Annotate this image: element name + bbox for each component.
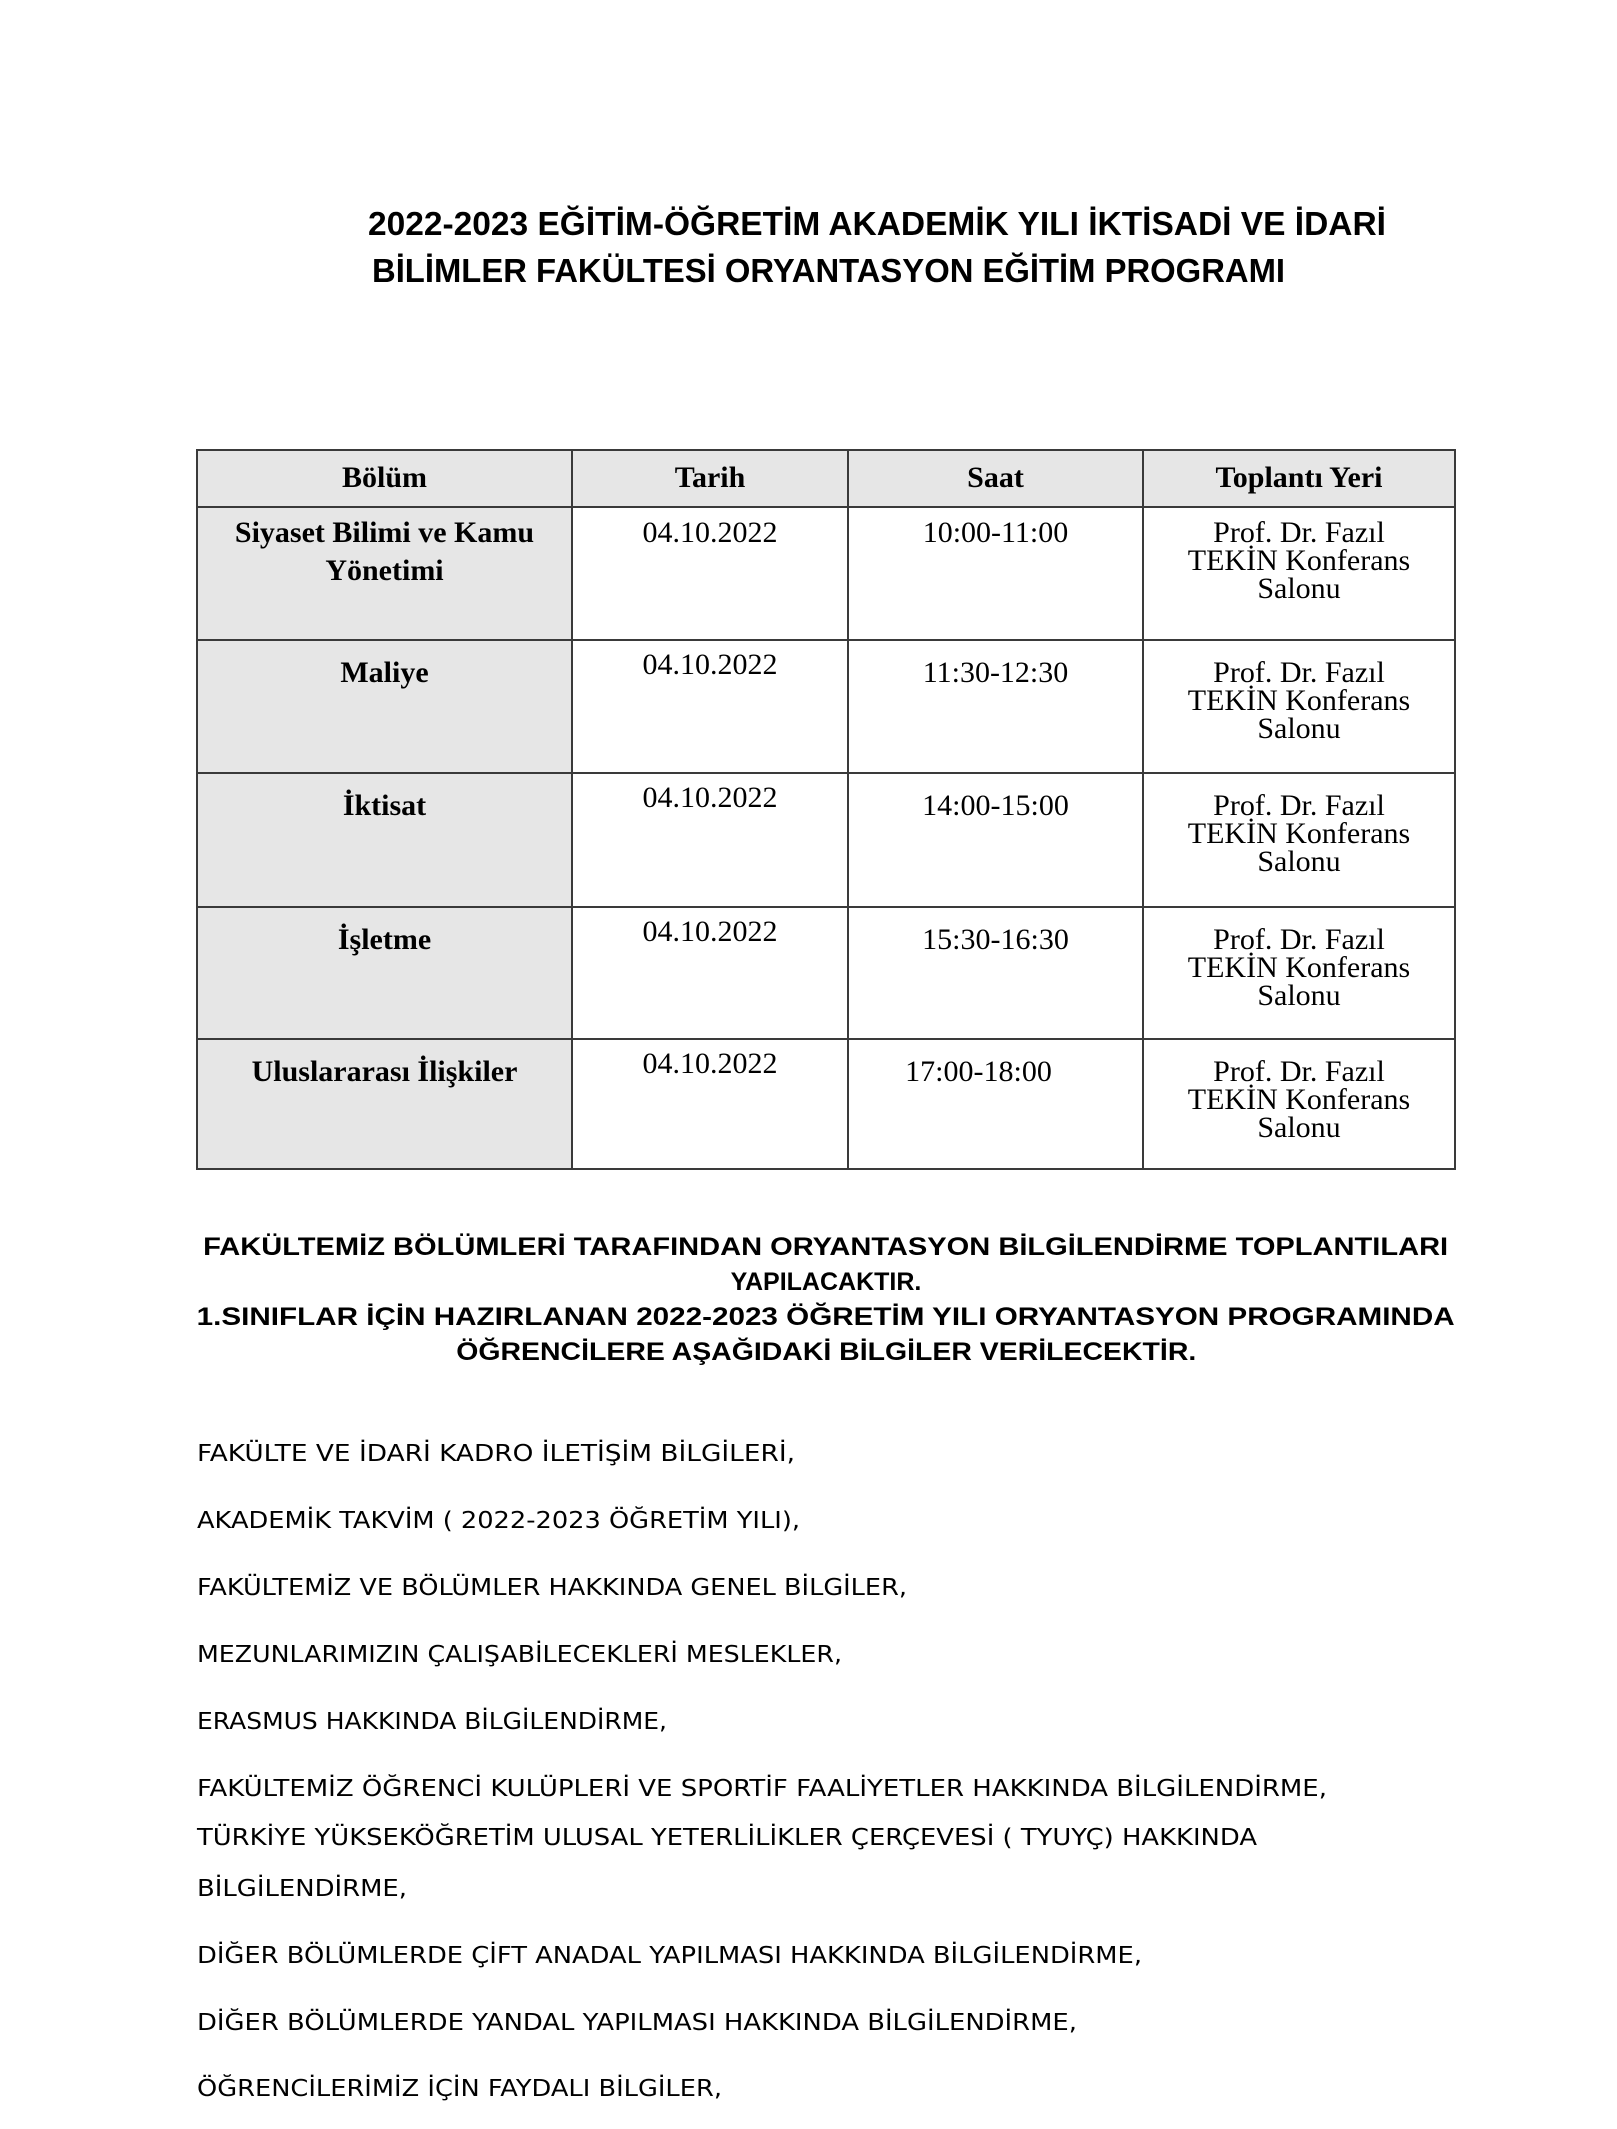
- header-label: Saat: [967, 461, 1024, 494]
- table-row-4-bolum: [196, 906, 573, 1040]
- title-text: BİLİMLER FAKÜLTESİ ORYANTASYON EĞİTİM PROGRAMI: [372, 252, 1286, 289]
- table-row-1-bolum: [196, 506, 573, 641]
- time-value: 14:00-15:00: [922, 789, 1069, 822]
- info-line-4-underlined: [196, 1337, 1456, 1367]
- header-cell-toplanti-yeri: [1142, 449, 1456, 508]
- header-cell-saat: [847, 449, 1144, 508]
- list-item-text: FAKÜLTEMİZ ÖĞRENCİ KULÜPLERİ VE SPORTİF FAALİYETLER HAKKINDA BİLGİLENDİRME,: [197, 1776, 1327, 1802]
- department-name: İşletme: [337, 923, 432, 956]
- table-row-3-yer: [1142, 772, 1456, 908]
- location-line: Prof. Dr. Fazıl: [1213, 923, 1385, 956]
- table-row-4-tarih: [571, 906, 849, 1040]
- table-row-5-tarih: [571, 1038, 849, 1170]
- list-item-text: MEZUNLARIMIZIN ÇALIŞABİLECEKLERİ MESLEKLER,: [197, 1642, 843, 1668]
- list-item-text: FAKÜLTE VE İDARİ KADRO İLETİŞİM BİLGİLERİ,: [197, 1441, 796, 1467]
- list-item: [197, 1707, 667, 1737]
- date-value: 04.10.2022: [642, 781, 778, 814]
- info-text: FAKÜLTEMİZ BÖLÜMLERİ TARAFINDAN ORYANTASYON BİLGİLENDİRME TOPLANTILARI: [203, 1233, 1449, 1261]
- list-item: [197, 1774, 1327, 1804]
- date-value: 04.10.2022: [642, 1047, 778, 1080]
- time-value: 10:00-11:00: [922, 516, 1069, 549]
- info-text: ÖĞRENCİLERE AŞAĞIDAKİ BİLGİLER VERİLECEKTİR.: [455, 1338, 1197, 1366]
- header-cell-tarih: [571, 449, 849, 508]
- department-name: Uluslararası İlişkiler: [251, 1055, 518, 1088]
- info-line-3-underlined: [196, 1302, 1456, 1332]
- orientation-schedule-table: [196, 449, 1456, 1170]
- location-line: Prof. Dr. Fazıl: [1213, 656, 1385, 689]
- table-row-5-yer: [1142, 1038, 1456, 1170]
- table-row-3-bolum: [196, 772, 573, 908]
- list-item: [197, 1439, 796, 1469]
- list-item: [197, 1941, 1143, 1971]
- table-row-5-bolum: [196, 1038, 573, 1170]
- location-line: Prof. Dr. Fazıl: [1213, 516, 1385, 549]
- list-item: [197, 1506, 800, 1536]
- list-item-text: DİĞER BÖLÜMLERDE ÇİFT ANADAL YAPILMASI HAKKINDA BİLGİLENDİRME,: [197, 1943, 1143, 1969]
- document-title-line-2: [372, 251, 1291, 291]
- list-item-text: TÜRKİYE YÜKSEKÖĞRETİM ULUSAL YETERLİLİKLER ÇERÇEVESİ ( TYUYÇ) HAKKINDA: [197, 1825, 1257, 1851]
- table-row-2-bolum: [196, 639, 573, 774]
- table-row-1-yer: [1142, 506, 1456, 641]
- info-text: YAPILACAKTIR.: [730, 1268, 922, 1296]
- list-item-text: ERASMUS HAKKINDA BİLGİLENDİRME,: [197, 1709, 667, 1735]
- table-row-4-yer: [1142, 906, 1456, 1040]
- location-line: TEKİN Konferans: [1187, 684, 1411, 717]
- list-item-text: AKADEMİK TAKVİM ( 2022-2023 ÖĞRETİM YILI),: [197, 1508, 800, 1534]
- list-item-text: FAKÜLTEMİZ VE BÖLÜMLER HAKKINDA GENEL BİLGİLER,: [197, 1575, 908, 1601]
- list-item-text: ÖĞRENCİLERİMİZ İÇİN FAYDALI BİLGİLER,: [197, 2076, 722, 2102]
- header-cell-bolum: [196, 449, 573, 508]
- location-line: Salonu: [1257, 979, 1341, 1012]
- list-item-text: BİLGİLENDİRME,: [197, 1876, 408, 1902]
- list-item: [197, 2008, 1077, 2038]
- date-value: 04.10.2022: [642, 648, 778, 681]
- location-line: Prof. Dr. Fazıl: [1213, 789, 1385, 822]
- location-line: Salonu: [1257, 572, 1341, 605]
- list-item: [197, 1823, 1257, 1853]
- location-line: Salonu: [1257, 712, 1341, 745]
- department-name: Siyaset Bilimi ve Kamu: [234, 516, 535, 549]
- document-title-line-1: [368, 204, 1386, 244]
- list-item: [197, 1573, 908, 1603]
- table-row-2-tarih: [571, 639, 849, 774]
- list-item-text: DİĞER BÖLÜMLERDE YANDAL YAPILMASI HAKKINDA BİLGİLENDİRME,: [197, 2010, 1077, 2036]
- table-row-1-saat: [847, 506, 1144, 641]
- location-line: TEKİN Konferans: [1187, 544, 1411, 577]
- location-line: TEKİN Konferans: [1187, 817, 1411, 850]
- info-line-1: [196, 1232, 1456, 1262]
- list-item: [197, 1640, 843, 1670]
- info-line-2: [196, 1267, 1456, 1297]
- list-item: [197, 2074, 722, 2104]
- header-label: Tarih: [674, 461, 746, 494]
- info-text: 1.SINIFLAR İÇİN HAZIRLANAN 2022-2023 ÖĞRETİM YILI ORYANTASYON PROGRAMINDA: [196, 1303, 1456, 1331]
- header-label: Bölüm: [341, 461, 428, 494]
- location-line: TEKİN Konferans: [1187, 1083, 1411, 1116]
- department-name: Yönetimi: [325, 554, 444, 587]
- list-item: [197, 1874, 408, 1904]
- location-line: Salonu: [1257, 1111, 1341, 1144]
- table-row-1-tarih: [571, 506, 849, 641]
- location-line: Salonu: [1257, 845, 1341, 878]
- location-line: TEKİN Konferans: [1187, 951, 1411, 984]
- time-value: 17:00-18:00: [905, 1055, 1052, 1088]
- date-value: 04.10.2022: [642, 516, 778, 549]
- department-name: İktisat: [342, 789, 427, 822]
- time-value: 15:30-16:30: [922, 923, 1069, 956]
- time-value: 11:30-12:30: [922, 656, 1069, 689]
- department-name: Maliye: [340, 656, 429, 689]
- date-value: 04.10.2022: [642, 915, 778, 948]
- table-row-5-saat: [847, 1038, 1144, 1170]
- table-row-3-tarih: [571, 772, 849, 908]
- table-row-2-saat: [847, 639, 1144, 774]
- table-row-4-saat: [847, 906, 1144, 1040]
- header-label: Toplantı Yeri: [1215, 461, 1383, 494]
- title-text: 2022-2023 EĞİTİM-ÖĞRETİM AKADEMİK YILI İKTİSADİ VE İDARİ: [368, 205, 1386, 242]
- table-row-3-saat: [847, 772, 1144, 908]
- location-line: Prof. Dr. Fazıl: [1213, 1055, 1385, 1088]
- table-row-2-yer: [1142, 639, 1456, 774]
